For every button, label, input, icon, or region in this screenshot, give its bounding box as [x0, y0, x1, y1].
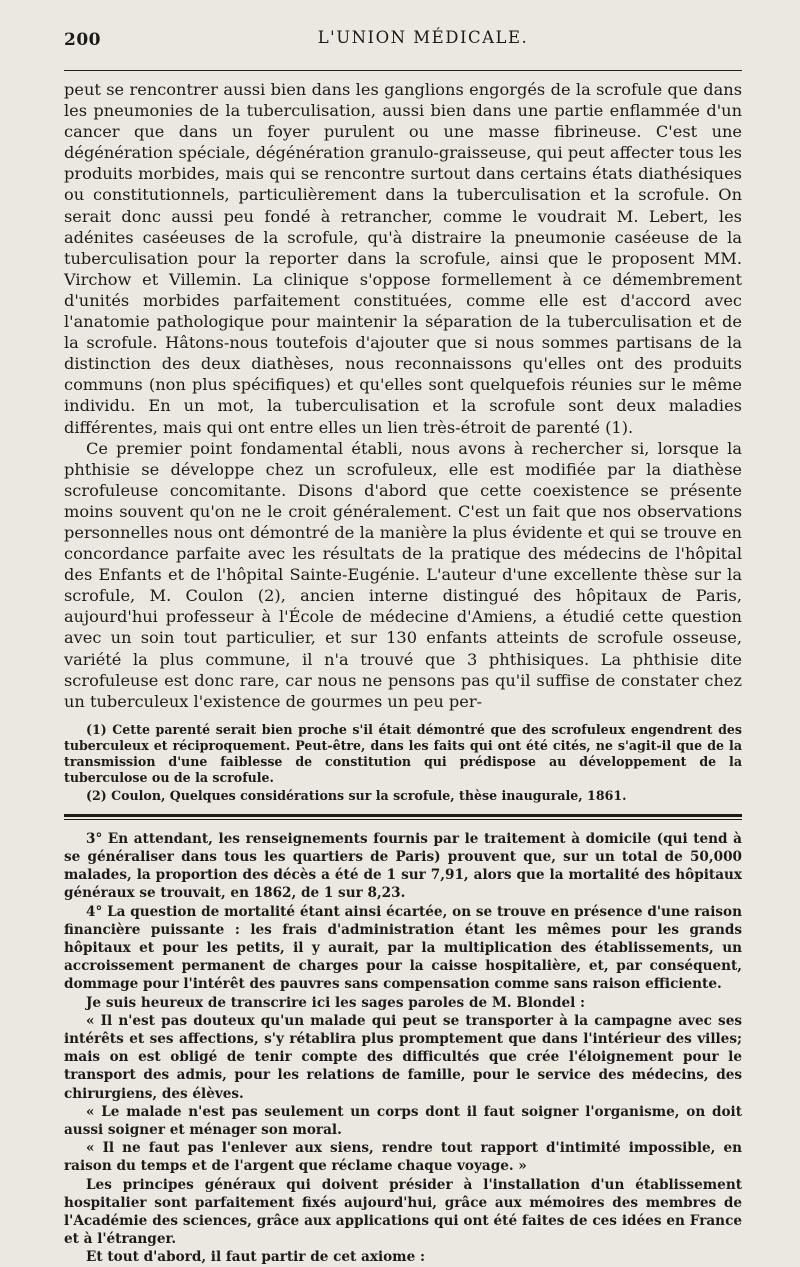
main-paragraph-2: Ce premier point fondamental établi, nous avons à rechercher si, lorsque la phthisie se développe chez un scrofuleux, elle est modifiée par la diathèse scrofuleuse concomitante. Disons d'abord que cette coexistence se présente moins souvent qu'on ne le croit généralement. C'est un fait que nos observations personnelles nous ont démontré de la manière la plus évidente et qui se trouve en concordance parfaite avec les résultats de la pratique des médecins de l'hôpital des Enfants et de l'hôpital Sainte-Eugénie. L'auteur d'une excellente thèse sur la scrofule, M. Coulon (2), ancien interne distingué des hôpitaux de Paris, aujourd'hui professeur à l'École de médecine d'Amiens, a étudié cette question avec un soin tout particulier, et sur 130 enfants atteints de scrofule osseuse, variété la plus commune, il n'a trouvé que 3 phthisiques. La phthisie dite scrofuleuse est donc rare, car nous ne pensons pas qu'il suffise de constater chez un tuberculeux l'existence de gourmes un peu per- [64, 438, 742, 711]
quote-paragraph-1: « Il n'est pas douteux qu'un malade qui peut se transporter à la campagne avec ses intérêts et ses affections, s'y rétablira plus promptement que dans l'intérieur des villes; mais on est obligé de tenir compte des difficultés que crée l'éloignement pour le transport des admis, pour les relations de famille, pour le service des médecins, des chirurgiens, des élèves. [64, 1012, 742, 1102]
page-header [64, 0, 742, 64]
article-paragraph-1: 3° En attendant, les renseignements fournis par le traitement à domicile (qui tend à se généraliser dans tous les quartiers de Paris) prouvent que, sur un total de 50,000 malades, la proportion des décès a été de 1 sur 7,91, alors que la mortalité des hôpitaux généraux se trouvait, en 1862, de 1 sur 8,23. [64, 830, 742, 902]
main-text [64, 71, 742, 712]
article-paragraph-4: Les principes généraux qui doivent présider à l'installation d'un établissement hospitalier sont parfaitement fixés aujourd'hui, grâce aux mémoires des membres de l'Académie des sciences, grâce aux applications qui ont été faites de ces idées en France et à l'étranger. [64, 1176, 742, 1248]
journal-title: L'UNION MÉDICALE. [317, 28, 529, 47]
article-paragraph-5: Et tout d'abord, il faut partir de cet axiome : [86, 1249, 425, 1266]
footnote-1: (1) Cette parenté serait bien proche s'il était démontré que des scrofuleux engendrent des tuberculeux et réciproquement. Peut-être, dans les faits qui ont été cités, ne s'agit-il que de la transmission d'une faiblesse de constitution qui prédispose au développement de la tuberculose ou de la scrofule. [64, 721, 742, 785]
article-paragraph-3: Je suis heureux de transcrire ici les sages paroles de M. Blondel : [86, 994, 586, 1011]
footnotes [64, 722, 742, 804]
second-article [64, 820, 742, 1267]
quote-paragraph-2: « Le malade n'est pas seulement un corps dont il faut soigner l'organisme, on doit aussi soigner et ménager son moral. [64, 1103, 742, 1139]
main-paragraph-1: peut se rencontrer aussi bien dans les ganglions engorgés de la scrofule que dans les pneumonies de la tuberculisation, aussi bien dans une partie enflammée d'un cancer que dans un foyer purulent ou une masse fibrineuse. C'est une dégénération spéciale, dégénération granulo-graisseuse, qui peut affecter tous les produits morbides, mais qui se rencontre surtout dans certains états diathésiques ou constitutionnels, particulièrement dans la tuberculisation et la scrofule. On serait donc aussi peu fondé à retrancher, comme le voudrait M. Lebert, les adénites caséeuses de la scrofule, qu'à distraire la pneumonie caséeuse de la tuberculisation pour la reporter dans la scrofule, ainsi que le proposent MM. Virchow et Villemin. La clinique s'oppose formellement à ce démembrement d'unités morbides parfaitement constituées, comme elle est d'accord avec l'anatomie pathologique pour maintenir la séparation de la tuberculisation et de la scrofule. Hâtons-nous toutefois d'ajouter que si nous sommes partisans de la distinction des deux diathèses, nous reconnaissons qu'elles ont des produits communs (non plus spécifiques) et qu'elles sont quelquefois réunies sur le même individu. En un mot, la tuberculisation et la scrofule sont deux maladies différentes, mais qui ont entre elles un lien très-étroit de parenté (1). [64, 80, 742, 437]
footnote-2: (2) Coulon, Quelques considérations sur la scrofule, thèse inaugurale, 1861. [86, 787, 627, 803]
page-number: 200 [64, 30, 101, 50]
quote-paragraph-3: « Il ne faut pas l'enlever aux siens, rendre tout rapport d'intimité impossible, en raison du temps et de l'argent que réclame chaque voyage. » [64, 1140, 742, 1175]
article-paragraph-2: 4° La question de mortalité étant ainsi écartée, on se trouve en présence d'une raison financière puissante : les frais d'administration étant les mêmes pour les grands hôpitaux et pour les petits, il y aurait, par la multiplication des établissements, un accroissement permanent de charges pour la caisse hospitalière, et, par conséquent, dommage pour l'intérêt des pauvres sans compensation comme sans raison efficiente. [64, 903, 742, 993]
